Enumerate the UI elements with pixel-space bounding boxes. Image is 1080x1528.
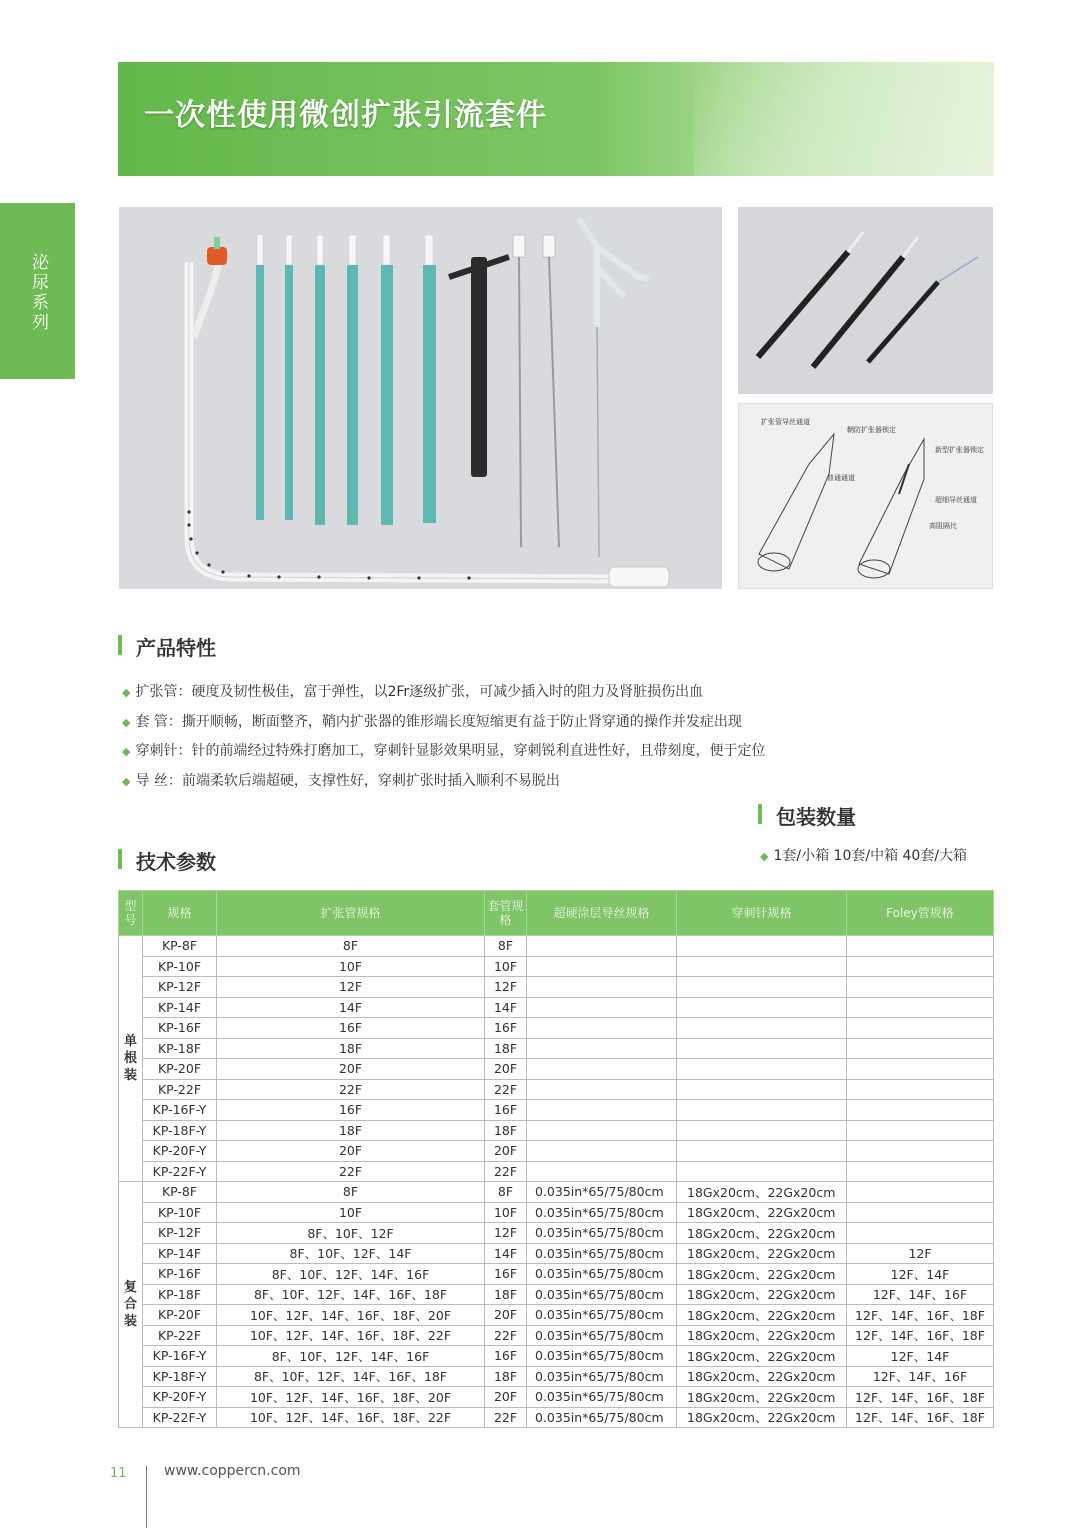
table-cell: 8F、10F、12F (217, 1223, 485, 1244)
table-cell: KP-12F (143, 1223, 217, 1244)
table-cell (847, 1223, 994, 1244)
table-cell: 10F (217, 956, 485, 977)
table-cell (527, 1018, 677, 1039)
diamond-bullet-icon: ◆ (122, 686, 131, 699)
table-cell: 0.035in*65/75/80cm (527, 1366, 677, 1387)
table-cell: 20F (485, 1059, 527, 1080)
table-cell (847, 1079, 994, 1100)
table-row (119, 1387, 994, 1408)
table-row (119, 1018, 994, 1039)
table-cell: 10F、12F、14F、16F、18F、20F (217, 1305, 485, 1326)
table-cell: 12F、14F、16F、18F (847, 1407, 994, 1428)
table-row (119, 1202, 994, 1223)
table-cell: 16F (485, 1346, 527, 1367)
table-cell: KP-8F (143, 936, 217, 957)
table-cell: KP-16F (143, 1018, 217, 1039)
table-cell: 8F (217, 1182, 485, 1203)
table-cell: 18F (485, 1284, 527, 1305)
table-cell: 10F (485, 956, 527, 977)
table-cell (847, 956, 994, 977)
table-cell: 10F、12F、14F、16F、18F、22F (217, 1407, 485, 1428)
table-cell (527, 1100, 677, 1121)
table-cell (847, 1161, 994, 1182)
website-url: www.coppercn.com (164, 1463, 301, 1479)
table-row (119, 1161, 994, 1182)
page-number: 11 (110, 1466, 127, 1481)
table-cell (527, 1059, 677, 1080)
table-cell: 22F (485, 1407, 527, 1428)
table-cell (847, 1100, 994, 1121)
table-cell: 16F (217, 1018, 485, 1039)
table-cell: KP-20F (143, 1305, 217, 1326)
packaging-heading: 包装数量 (758, 801, 856, 830)
table-cell (677, 977, 847, 998)
table-cell: KP-22F-Y (143, 1161, 217, 1182)
table-cell: KP-12F (143, 977, 217, 998)
table-cell: 12F、14F、16F、18F (847, 1325, 994, 1346)
table-cell: KP-22F (143, 1079, 217, 1100)
table-cell: 18Gx20cm、22Gx20cm (677, 1407, 847, 1428)
table-cell: 18Gx20cm、22Gx20cm (677, 1305, 847, 1326)
table-cell: KP-10F (143, 1202, 217, 1223)
table-cell: 12F、14F (847, 1264, 994, 1285)
table-row (119, 1059, 994, 1080)
table-cell: KP-18F-Y (143, 1366, 217, 1387)
table-row (119, 1100, 994, 1121)
table-cell: KP-14F (143, 997, 217, 1018)
table-cell (847, 1120, 994, 1141)
table-cell: 18Gx20cm、22Gx20cm (677, 1346, 847, 1367)
table-cell: 12F、14F、16F、18F (847, 1305, 994, 1326)
title-banner (118, 62, 994, 176)
table-cell (847, 1059, 994, 1080)
table-cell (527, 997, 677, 1018)
table-cell (527, 1161, 677, 1182)
table-cell: 0.035in*65/75/80cm (527, 1325, 677, 1346)
table-cell: KP-16F-Y (143, 1346, 217, 1367)
table-cell (677, 1120, 847, 1141)
table-row (119, 1407, 994, 1428)
table-cell (847, 1141, 994, 1162)
table-cell: 12F、14F、16F (847, 1366, 994, 1387)
table-cell: 8F、10F、12F、14F (217, 1243, 485, 1264)
header-spec: 规格 (143, 891, 217, 936)
table-cell: 18F (485, 1120, 527, 1141)
table-cell: 12F (847, 1243, 994, 1264)
table-cell: 0.035in*65/75/80cm (527, 1387, 677, 1408)
table-cell: 18Gx20cm、22Gx20cm (677, 1202, 847, 1223)
table-cell (677, 1079, 847, 1100)
sheath-tip-diagram (738, 403, 993, 589)
table-cell: 18Gx20cm、22Gx20cm (677, 1264, 847, 1285)
table-cell: 0.035in*65/75/80cm (527, 1284, 677, 1305)
table-cell (847, 977, 994, 998)
table-cell: 12F、14F、16F、18F (847, 1387, 994, 1408)
table-cell: 8F (217, 936, 485, 957)
footer-divider (146, 1466, 147, 1528)
table-cell (847, 936, 994, 957)
table-cell: 20F (485, 1305, 527, 1326)
table-row (119, 1243, 994, 1264)
table-cell: KP-18F (143, 1038, 217, 1059)
feature-item: ◆ 导 丝：前端柔软后端超硬，支撑性好，穿刺扩张时插入顺利不易脱出 (122, 772, 560, 789)
table-row (119, 1305, 994, 1326)
table-cell: KP-18F (143, 1284, 217, 1305)
diamond-bullet-icon: ◆ (122, 715, 131, 729)
table-cell: 0.035in*65/75/80cm (527, 1407, 677, 1428)
table-cell (677, 1161, 847, 1182)
header-sheath: 套管规格 (485, 891, 527, 936)
header-dilator: 扩张管规格 (217, 891, 485, 936)
table-cell: 10F、12F、14F、16F、18F、22F (217, 1325, 485, 1346)
table-cell: 0.035in*65/75/80cm (527, 1264, 677, 1285)
table-cell: 0.035in*65/75/80cm (527, 1223, 677, 1244)
table-cell: 20F (217, 1059, 485, 1080)
table-row (119, 1366, 994, 1387)
table-cell: 14F (217, 997, 485, 1018)
table-cell (847, 997, 994, 1018)
table-cell: 18F (485, 1366, 527, 1387)
table-cell: KP-14F (143, 1243, 217, 1264)
diamond-bullet-icon: ◆ (760, 850, 769, 863)
table-cell: 22F (485, 1325, 527, 1346)
table-cell: 8F、10F、12F、14F、16F、18F (217, 1366, 485, 1387)
table-cell: 10F (485, 1202, 527, 1223)
table-cell: 0.035in*65/75/80cm (527, 1243, 677, 1264)
table-cell: 22F (217, 1079, 485, 1100)
table-cell: KP-8F (143, 1182, 217, 1203)
table-cell (677, 1141, 847, 1162)
table-cell (847, 1018, 994, 1039)
table-cell (677, 956, 847, 977)
features-heading: 产品特性 (118, 632, 216, 661)
table-cell: 12F (485, 1223, 527, 1244)
table-cell: 8F (485, 936, 527, 957)
table-cell (677, 1018, 847, 1039)
table-cell: 22F (485, 1079, 527, 1100)
table-cell (847, 1182, 994, 1203)
table-cell: 18Gx20cm、22Gx20cm (677, 1223, 847, 1244)
table-cell: 18Gx20cm、22Gx20cm (677, 1284, 847, 1305)
table-row (119, 1346, 994, 1367)
table-cell: KP-16F (143, 1264, 217, 1285)
table-row (119, 1141, 994, 1162)
table-cell: 8F、10F、12F、14F、16F、18F (217, 1284, 485, 1305)
feature-item: ◆ 套 管：撕开顺畅，断面整齐，鞘内扩张器的锥形端长度短缩更有益于防止肾穿通的操作并发症出现 (122, 713, 742, 730)
table-cell (677, 936, 847, 957)
table-cell: 10F (217, 1202, 485, 1223)
header-model: 型号 (119, 891, 143, 936)
table-row (119, 1264, 994, 1285)
header-foley: Foley管规格 (847, 891, 994, 936)
table-cell: 0.035in*65/75/80cm (527, 1305, 677, 1326)
table-cell: 18Gx20cm、22Gx20cm (677, 1366, 847, 1387)
table-cell: 16F (485, 1100, 527, 1121)
table-row (119, 997, 994, 1018)
table-cell (527, 1079, 677, 1100)
header-needle: 穿刺针规格 (677, 891, 847, 936)
table-cell (527, 956, 677, 977)
table-cell (847, 1038, 994, 1059)
table-cell: 0.035in*65/75/80cm (527, 1202, 677, 1223)
table-cell: KP-20F-Y (143, 1141, 217, 1162)
table-cell: 20F (217, 1141, 485, 1162)
group-label: 单根装 (119, 936, 143, 1182)
table-cell: 18F (217, 1120, 485, 1141)
table-cell: 16F (485, 1264, 527, 1285)
table-cell: 14F (485, 1243, 527, 1264)
table-row (119, 1079, 994, 1100)
diamond-bullet-icon: ◆ (122, 774, 131, 788)
table-cell (847, 1202, 994, 1223)
table-cell: 20F (485, 1141, 527, 1162)
table-cell: 12F、14F、16F (847, 1284, 994, 1305)
table-cell: 18Gx20cm、22Gx20cm (677, 1325, 847, 1346)
spec-table (118, 890, 994, 1428)
table-cell: 0.035in*65/75/80cm (527, 1182, 677, 1203)
side-tab-label: 泌尿系列 (28, 253, 48, 333)
table-cell: 16F (217, 1100, 485, 1121)
table-cell: 18Gx20cm、22Gx20cm (677, 1182, 847, 1203)
table-row (119, 956, 994, 977)
table-cell: KP-18F-Y (143, 1120, 217, 1141)
diagram-label-a: 扩张管导丝通道 (761, 418, 810, 426)
table-row (119, 977, 994, 998)
table-row (119, 1223, 994, 1244)
table-cell (527, 977, 677, 998)
side-category-tab (0, 203, 75, 379)
table-cell (677, 1059, 847, 1080)
packaging-info: ◆ 1套/小箱 10套/中箱 40套/大箱 (760, 848, 968, 864)
table-cell (677, 1038, 847, 1059)
table-cell: 0.035in*65/75/80cm (527, 1346, 677, 1367)
table-row (119, 1120, 994, 1141)
diamond-bullet-icon: ◆ (122, 745, 131, 758)
table-cell: 8F、10F、12F、14F、16F (217, 1346, 485, 1367)
table-cell: KP-16F-Y (143, 1100, 217, 1121)
diagram-label-c: 普通通道 (827, 474, 855, 482)
product-photo-detail (738, 207, 993, 394)
table-cell: 18F (217, 1038, 485, 1059)
table-cell: KP-20F (143, 1059, 217, 1080)
specs-heading: 技术参数 (118, 846, 216, 875)
group-label: 复合装 (119, 1182, 143, 1428)
table-cell: 18Gx20cm、22Gx20cm (677, 1387, 847, 1408)
features-list (122, 682, 982, 800)
table-cell: KP-20F-Y (143, 1387, 217, 1408)
table-cell: 18F (485, 1038, 527, 1059)
diagram-label-e: 超细导丝通道 (935, 496, 977, 504)
table-cell: 8F、10F、12F、14F、16F (217, 1264, 485, 1285)
header-guidewire: 超硬涂层导丝规格 (527, 891, 677, 936)
table-row (119, 1038, 994, 1059)
table-cell: 8F (485, 1182, 527, 1203)
table-cell: KP-22F (143, 1325, 217, 1346)
table-cell (527, 1141, 677, 1162)
diagram-label-b: 鞘防扩张器锁定 (847, 426, 896, 434)
table-cell: KP-10F (143, 956, 217, 977)
table-cell: 10F、12F、14F、16F、18F、20F (217, 1387, 485, 1408)
diagram-label-f: 高阻隔比 (929, 522, 957, 530)
table-cell: 14F (485, 997, 527, 1018)
feature-item: ◆ 扩张管：硬度及韧性极佳，富于弹性，以2Fr逐级扩张，可减少插入时的阻力及肾脏损伤出血 (122, 684, 704, 700)
table-header-row (119, 891, 994, 936)
page-title: 一次性使用微创扩张引流套件 (144, 98, 547, 133)
table-row (119, 1325, 994, 1346)
table-cell (677, 997, 847, 1018)
table-cell (527, 936, 677, 957)
table-row (119, 1284, 994, 1305)
diagram-label-d: 新型扩张器锁定 (935, 446, 984, 454)
table-cell: KP-22F-Y (143, 1407, 217, 1428)
table-row (119, 936, 994, 957)
table-cell: 12F (485, 977, 527, 998)
table-cell: 20F (485, 1387, 527, 1408)
table-cell: 12F、14F (847, 1346, 994, 1367)
table-cell (677, 1100, 847, 1121)
table-cell (527, 1038, 677, 1059)
product-photo-main (119, 207, 722, 589)
table-cell (527, 1120, 677, 1141)
table-cell: 22F (217, 1161, 485, 1182)
table-cell: 16F (485, 1018, 527, 1039)
feature-item: ◆ 穿刺针：针的前端经过特殊打磨加工，穿刺针显影效果明显，穿刺锐利直进性好，且带刻度，便于定位 (122, 743, 766, 759)
table-cell: 22F (485, 1161, 527, 1182)
table-cell: 18Gx20cm、22Gx20cm (677, 1243, 847, 1264)
table-row (119, 1182, 994, 1203)
table-cell: 12F (217, 977, 485, 998)
